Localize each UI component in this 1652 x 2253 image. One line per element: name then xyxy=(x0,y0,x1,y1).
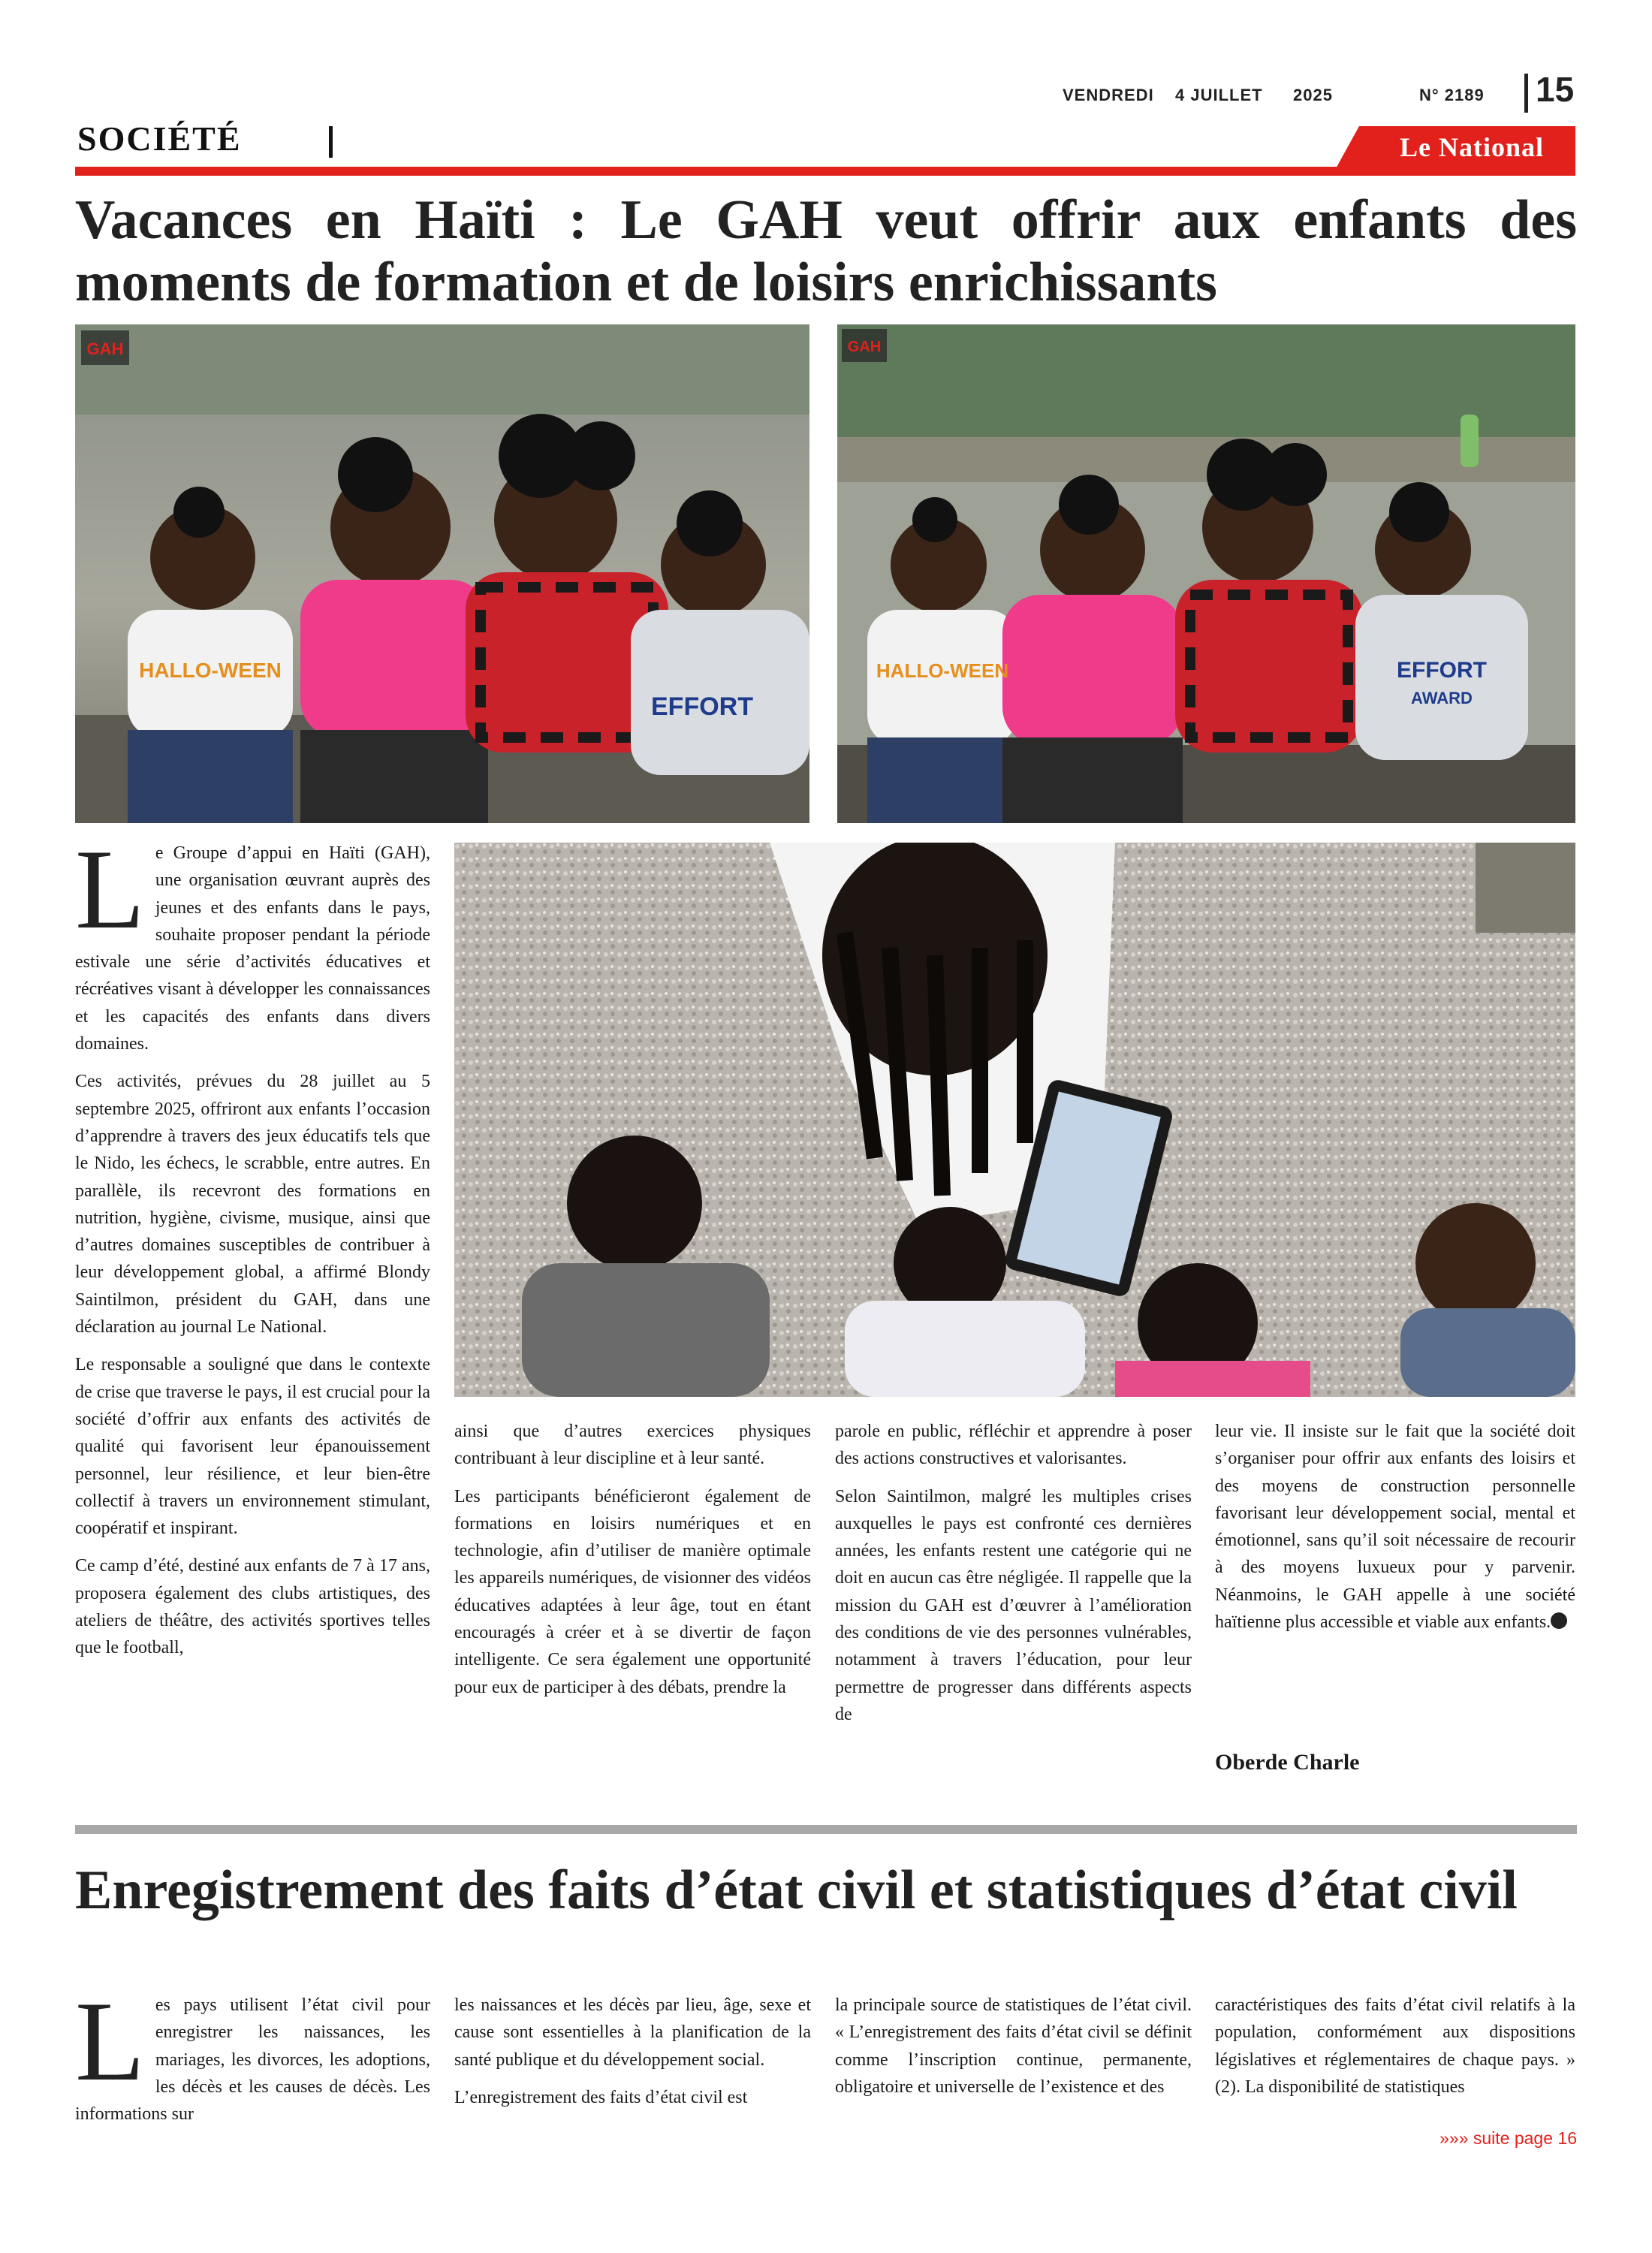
paragraph: Ce camp d’été, destiné aux enfants de 7 à 17 ans, proposera également des clubs artistiques, des ateliers de théâtre, des activités sportives telles que le football, xyxy=(75,1556,430,1658)
page-number: 15 xyxy=(1536,70,1575,109)
drop-cap: L xyxy=(75,1978,145,2104)
article2-column-3 xyxy=(835,1992,1192,2111)
issue-info xyxy=(976,75,1487,120)
paragraph: es pays utilisent l’état civil pour enregistrer les naissances, les mariages, les divorces, les adoptions, les décès et les causes de décès. Les informations sur xyxy=(75,1995,430,2125)
shirt-text: AWARD xyxy=(1411,689,1473,707)
shirt-text: HALLO-WEEN xyxy=(876,659,1009,682)
paragraph: ainsi que d’autres exercices physiques contribuant à leur discipline et à leur santé. xyxy=(454,1422,811,1469)
photo-children-bench-1 xyxy=(75,324,809,823)
article-headline-2: Enregistrement des faits d’état civil et statistiques d’état civil xyxy=(75,1859,1518,1921)
drop-cap: L xyxy=(75,826,145,952)
paragraph: Les participants bénéficieront également de formations en loisirs numériques et en technologie, afin d’utiliser de manière optimale les appareils numériques, de visionner des vidéos éducatives adaptées à leur âge, tout en étant encouragés à créer et à se divertir de façon intelligente. Ce sera également une opportunité pour eux de participer à des débats, prendre la xyxy=(454,1486,811,1697)
paragraph: Le responsable a souligné que dans le contexte de crise que traverse le pays, il est crucial pour la société d’offrir aux enfants des activités de qualité qui favorisent leur épanouissement personnel, leur résilience, et leur bien-être collectif à travers un environnement stimulant, coopératif et inspirant. xyxy=(75,1355,430,1539)
article-column-1 xyxy=(75,826,430,1672)
gah-logo-text: GAH xyxy=(86,339,124,358)
article-separator xyxy=(75,1825,1577,1834)
newspaper-name: Le National xyxy=(1399,132,1544,162)
paragraph: Selon Saintilmon, malgré les multiples crises auxquelles le pays est confronté ces dernières années, les enfants restent une catégorie qui ne doit en aucun cas être négligée. Il rappelle que la mission du GAH est d’œuvrer à l’amélioration des conditions de vie des personnes vulnérables, notamment à travers l’éducation, pour leur permettre de progresser dans différents aspects de xyxy=(835,1486,1192,1724)
issue-date: 4 JUILLET xyxy=(1175,86,1263,104)
article2-column-1 xyxy=(75,1978,430,2138)
article-headline: Vacances en Haïti : Le GAH veut offrir aux enfants des moments de formation et de loisirs enrichissants xyxy=(75,189,1577,313)
section-title: SOCIÉTÉ xyxy=(77,119,242,158)
photo-children-tablet xyxy=(454,843,1575,1397)
paragraph: L’enregistrement des faits d’état civil est xyxy=(454,2087,748,2107)
gah-logo-text: GAH xyxy=(847,339,882,355)
shirt-text: EFFORT xyxy=(1397,658,1487,683)
paragraph: les naissances et les décès par lieu, âge, sexe et cause sont essentielles à la planification de la santé publique et du développement social. xyxy=(454,1995,811,2070)
byline: Oberde Charle xyxy=(1215,1750,1360,1775)
paragraph: leur vie. Il insiste sur le fait que la société doit s’organiser pour offrir aux enfants des loisirs et des moyens de construction personnelle favorisant leur développement social, mental et émotionnel, sans qu’il soit nécessaire de recourir à des moyens luxueux pour y parvenir. Néanmoins, le GAH appelle à une société haïtienne plus accessible et viable aux enfants. xyxy=(1215,1422,1575,1633)
paragraph: la principale source de statistiques de l’état civil. « L’enregistrement des faits d’état civil se définit comme l’inscription continue, permanente, obligatoire et universelle de l’existence et des xyxy=(835,1995,1192,2097)
article-column-2 xyxy=(454,1418,811,1712)
article2-column-4 xyxy=(1215,1992,1575,2111)
issue-year: 2025 xyxy=(1293,86,1333,104)
issue-day: VENDREDI xyxy=(1063,86,1154,104)
section-rule xyxy=(75,167,1575,176)
end-of-article-icon xyxy=(1551,1612,1567,1629)
section-divider xyxy=(329,126,333,158)
article-column-3 xyxy=(835,1418,1192,1739)
article-column-4 xyxy=(1215,1418,1575,1646)
shirt-text: EFFORT xyxy=(651,692,753,721)
issue-number: N° 2189 xyxy=(1419,86,1485,104)
paragraph: Ces activités, prévues du 28 juillet au 5 septembre 2025, offriront aux enfants l’occasion d’apprendre à travers des jeux éducatifs tels que le Nido, les échecs, le scrabble, entre autres. En parallèle, ils recevront des formations en nutrition, hygiène, civisme, musique, ainsi que d’autres domaines susceptibles de contribuer à leur développement global, a affirmé Blondy Saintilmon, président du GAH, dans une déclaration au journal Le National. xyxy=(75,1072,430,1338)
shirt-text: HALLO-WEEN xyxy=(139,659,282,682)
photo-children-bench-2 xyxy=(837,324,1575,823)
continued-on-link[interactable]: »»» suite page 16 xyxy=(1439,2128,1577,2148)
article2-column-2 xyxy=(454,1992,811,2122)
paragraph: e Groupe d’appui en Haïti (GAH), une organisation œuvrant auprès des jeunes et des enfants dans le pays, souhaite proposer pendant la période estivale une série d’activités éducatives et récréatives visant à développer les connaissances et les capacités des enfants dans divers domaines. xyxy=(75,843,430,1054)
header-divider xyxy=(1524,74,1528,113)
paragraph: parole en public, réfléchir et apprendre à poser des actions constructives et valorisantes. xyxy=(835,1422,1192,1469)
paragraph: caractéristiques des faits d’état civil relatifs à la population, conformément aux dispositions législatives et réglementaires de chaque pays. » (2). La disponibilité de statistiques xyxy=(1215,1995,1575,2097)
